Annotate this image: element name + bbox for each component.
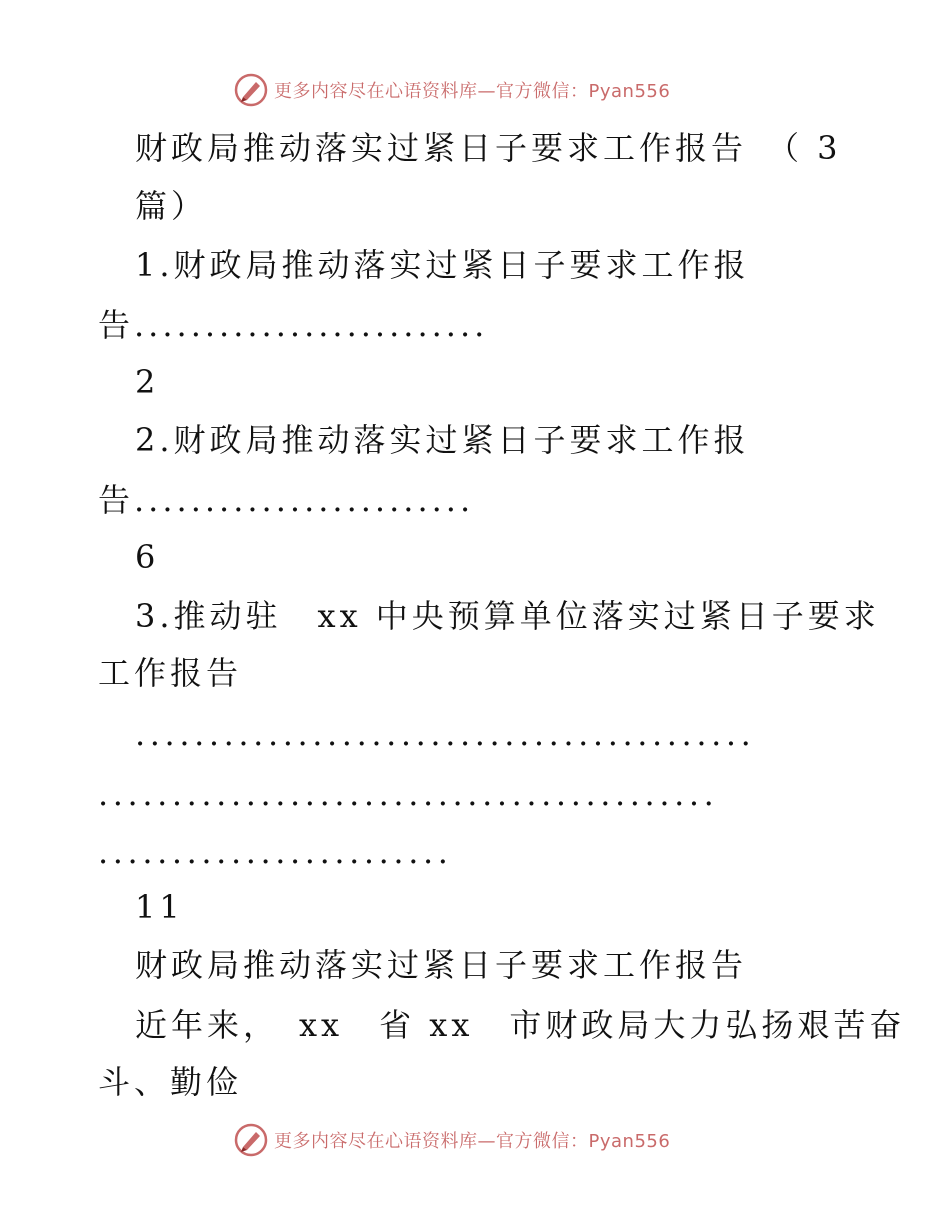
header-banner-text: 更多内容尽在心语资料库—官方微信：Pyan556	[274, 81, 671, 102]
document-title-line-1: 财政局推动落实过紧日子要求工作报告 （ 3	[135, 129, 842, 167]
toc-item-3-leader-dots-1: ..........................................	[135, 715, 756, 753]
toc-item-2-title: 2.财政局推动落实过紧日子要求工作报	[135, 421, 750, 459]
toc-item-1-title-cont: 告.........................	[98, 306, 489, 344]
toc-item-2-page: 6	[135, 538, 160, 576]
footer-banner	[0, 1120, 950, 1160]
toc-item-3-leader-dots-3: ........................	[98, 833, 453, 871]
toc-item-3-page: 11	[135, 888, 184, 926]
body-paragraph-line-1: 近年来， xx 省 xx 市财政局大力弘扬艰苦奋	[135, 1006, 906, 1044]
toc-item-3-leader-dots-2: ..........................................	[98, 775, 719, 813]
toc-item-3-title-cont: 工作报告	[98, 654, 243, 692]
pen-circle-logo-icon	[234, 73, 268, 107]
document-title-line-2: 篇）	[135, 187, 208, 225]
section-title: 财政局推动落实过紧日子要求工作报告	[135, 946, 748, 984]
toc-item-3-title: 3.推动驻 xx 中央预算单位落实过紧日子要求	[135, 597, 880, 635]
footer-banner-text: 更多内容尽在心语资料库—官方微信：Pyan556	[274, 1131, 671, 1152]
toc-item-1-page: 2	[135, 363, 160, 401]
pen-circle-logo-icon	[234, 1123, 268, 1157]
body-paragraph-line-2: 斗、勤俭	[98, 1063, 243, 1101]
toc-item-2-title-cont: 告........................	[98, 481, 475, 519]
toc-item-1-title: 1.财政局推动落实过紧日子要求工作报	[135, 246, 750, 284]
header-banner	[0, 70, 950, 110]
